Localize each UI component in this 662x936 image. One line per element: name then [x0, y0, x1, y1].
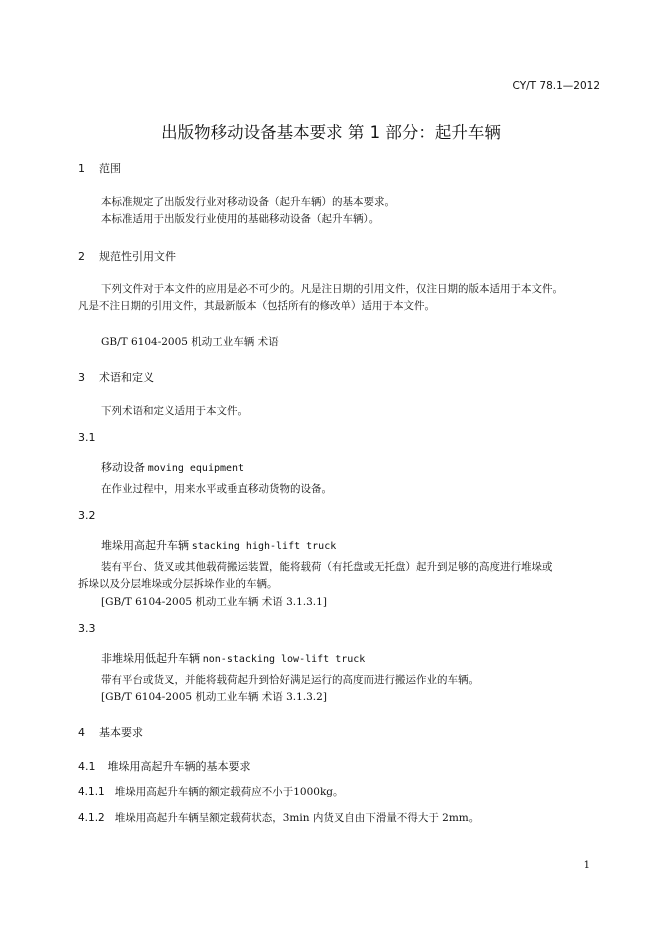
section-number: 2 — [78, 250, 85, 263]
term-3-2-definition-line-1: 装有平台、货叉或其他载荷搬运装置，能将载荷（有托盘或无托盘）起升到足够的高度进行堆垛或 — [101, 561, 553, 573]
section-title: 基本要求 — [99, 726, 143, 739]
section-number: 3 — [78, 371, 85, 384]
section-1-heading — [78, 160, 121, 176]
term-3-2-source: [GB/T 6104-2005 机动工业车辆 术语 3.1.3.1] — [101, 596, 327, 608]
term-3-3-heading — [101, 650, 365, 666]
standard-number: CY/T 78.1—2012 — [512, 80, 600, 92]
section-title: 范围 — [99, 162, 121, 175]
term-english: stacking high-lift truck — [191, 541, 337, 552]
term-3-2-number: 3.2 — [78, 509, 96, 522]
clause-text: 堆垛用高起升车辆呈额定载荷状态，3min 内货叉自由下滑量不得大于 2mm。 — [114, 812, 480, 824]
section-title: 术语和定义 — [99, 371, 154, 384]
term-chinese: 移动设备 — [101, 461, 145, 474]
page-number: 1 — [583, 860, 590, 871]
section-2-paragraph-line-2: 凡是不注日期的引用文件，其最新版本（包括所有的修改单）适用于本文件。 — [78, 300, 435, 312]
term-3-3-definition: 带有平台或货叉，并能将载荷起升到恰好满足运行的高度而进行搬运作业的车辆。 — [101, 674, 479, 686]
term-english: moving equipment — [147, 463, 245, 474]
clause-4-1-1 — [78, 784, 344, 799]
term-3-2-definition-line-2: 拆垛以及分层堆垛或分层拆垛作业的车辆。 — [78, 578, 278, 590]
term-3-1-definition: 在作业过程中，用来水平或垂直移动货物的设备。 — [101, 483, 332, 495]
term-3-3-number: 3.3 — [78, 622, 96, 635]
clause-text: 堆垛用高起升车辆的额定载荷应不小于1000kg。 — [114, 786, 344, 798]
section-3-intro: 下列术语和定义适用于本文件。 — [101, 405, 248, 417]
document-title: 出版物移动设备基本要求 第 1 部分：起升车辆 — [161, 123, 501, 142]
section-title: 规范性引用文件 — [99, 250, 176, 263]
section-2-paragraph-line-1: 下列文件对于本文件的应用是必不可少的。凡是注日期的引用文件，仅注日期的版本适用于本文件。 — [101, 283, 563, 295]
section-1-paragraph-1: 本标准规定了出版发行业对移动设备（起升车辆）的基本要求。 — [101, 196, 395, 208]
term-chinese: 非堆垛用低起升车辆 — [101, 652, 200, 665]
section-number: 1 — [78, 162, 85, 175]
term-english: non-stacking low-lift truck — [202, 654, 366, 665]
section-number: 4 — [78, 726, 85, 739]
section-1-paragraph-2: 本标准适用于出版发行业使用的基础移动设备（起升车辆）。 — [101, 213, 380, 225]
section-4-heading — [78, 724, 143, 740]
term-3-1-heading — [101, 459, 244, 475]
clause-4-1-2 — [78, 810, 479, 825]
subsection-number: 4.1 — [78, 760, 96, 773]
section-2-heading — [78, 248, 176, 264]
term-3-3-source: [GB/T 6104-2005 机动工业车辆 术语 3.1.3.2] — [101, 691, 327, 703]
subsection-4-1-heading — [78, 758, 251, 774]
term-3-2-heading — [101, 537, 336, 553]
term-chinese: 堆垛用高起升车辆 — [101, 539, 189, 552]
clause-number: 4.1.1 — [78, 786, 105, 798]
section-3-heading — [78, 369, 154, 385]
clause-number: 4.1.2 — [78, 812, 105, 824]
normative-reference: GB/T 6104-2005 机动工业车辆 术语 — [101, 336, 279, 348]
term-3-1-number: 3.1 — [78, 431, 96, 444]
subsection-title: 堆垛用高起升车辆的基本要求 — [107, 760, 251, 773]
